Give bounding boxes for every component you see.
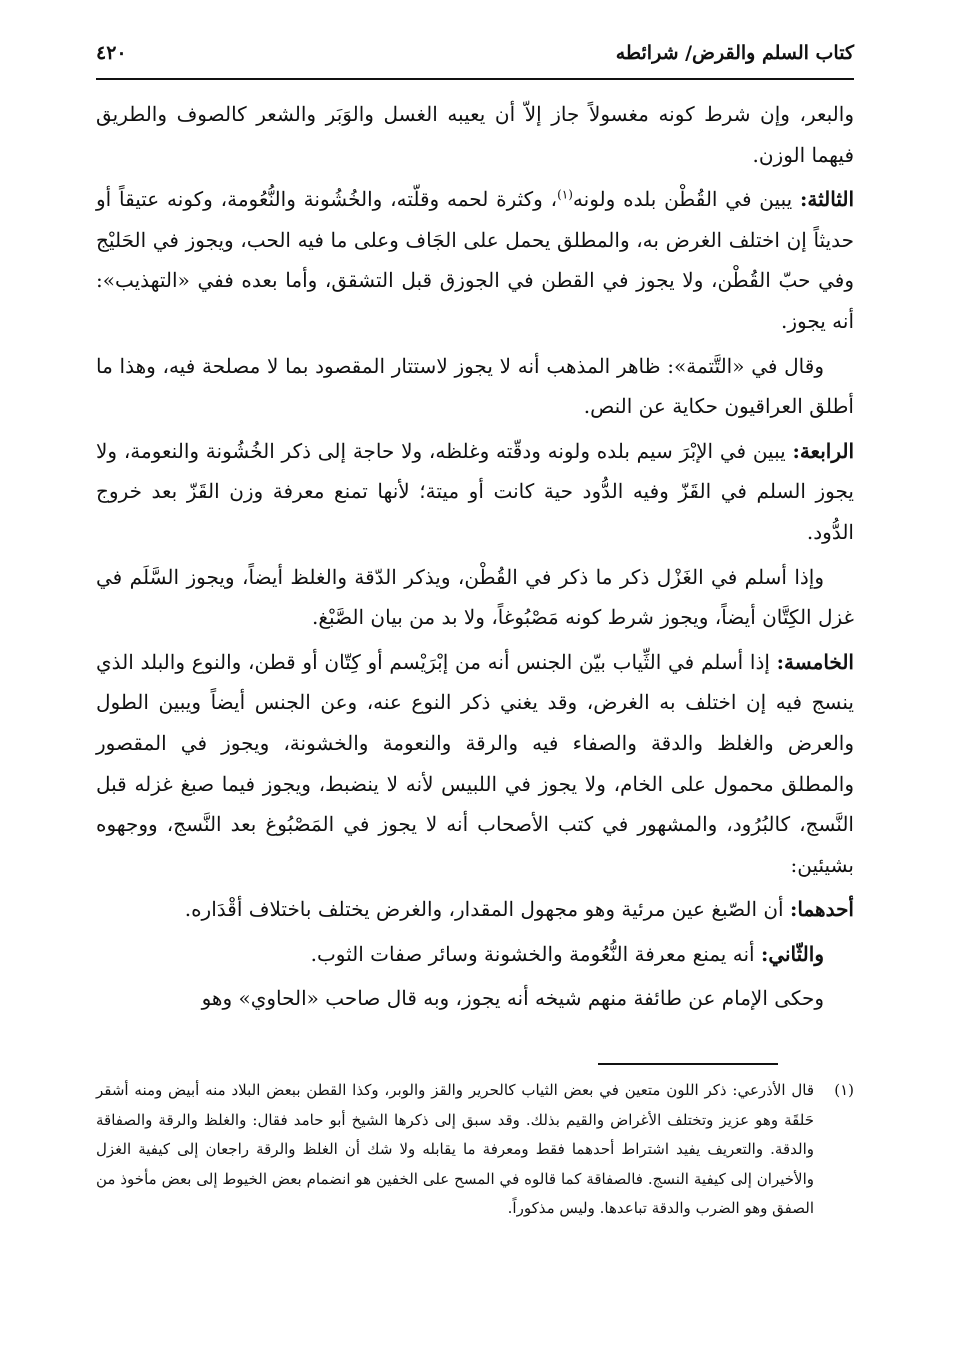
- section-term-first-reason: أحدهما:: [789, 897, 854, 922]
- paragraph-2-text-b: ، وكثرة لحمه وقلّته، والخُشُونة والنُّعُومة، وكونه عتيقاً أو حديثاً إن اختلف الغرض به، والمطلق يحمل على الجَاف وعلى ما فيه الحب، ويجوز في الحَليْج وفي حبّ القُطْن، ولا يجوز في القطن في الجوزق قبل التشقق، وأما بعده ففي «التهذيب»: أنه يجوز.: [96, 187, 854, 333]
- paragraph-8: [96, 934, 854, 975]
- running-title: كتاب السلم والقرض/ شرائطه: [615, 42, 854, 64]
- footnote-reference[interactable]: (١): [557, 187, 573, 202]
- page-number: ٤٢٠: [96, 42, 127, 64]
- paragraph-9: وحكى الإمام عن طائفة منهم شيخه أنه يجوز، وبه قال صاحب «الحاوي» وهو: [201, 986, 824, 1011]
- paragraph-5: وإذا أسلم في الغَزْل ذكر ما ذكر في القُطْن، ويذكر الدّقة والغلظ أيضاً، ويجوز السَّلَم في غزل الكِتَّان أيضاً، ويجوز شرط كونه مَصْبُوغاً، ولا بد من بيان الصَّبْغ.: [96, 564, 854, 630]
- paragraph-7-text: أن الصّبغ عين مرئية وهو مجهول المقدار، والغرض يختلف باختلاف أقْدَاره.: [184, 897, 790, 922]
- page-header: [96, 38, 854, 80]
- section-term-fifth: الخامسة:: [776, 649, 854, 674]
- paragraph-8-text: أنه يمنع معرفة النُّعُومة والخشونة وسائر صفات الثوب.: [310, 941, 761, 966]
- paragraph-4-text: يبين في الإبْرَ سيم بلده ولونه ودقّته وغلظه، ولا حاجة إلى ذكر الخُشُونة والنعومة، ولا يجوز السلم في القَزّ وفيه الدُّود حية كانت أو ميتة؛ لأنها تمنع معرفة وزن القَزّ بعد خروج الدُّود.: [96, 438, 854, 544]
- paragraph-4: [96, 431, 854, 553]
- footnote-number: (١): [834, 1081, 854, 1099]
- paragraph-7: [96, 889, 854, 930]
- paragraph-3: وقال في «التَّتمة»: ظاهر المذهب أنه لا يجوز لاستتار المقصود بما لا مصلحة فيه، وهذا ما أطلق العراقيون حكاية عن النص.: [96, 353, 854, 419]
- paragraph-2-text-a: يبين في القُطْن بلده ولونه: [572, 187, 800, 212]
- footnote: [96, 1076, 854, 1224]
- main-text: [96, 94, 854, 1023]
- paragraph-2: [96, 179, 854, 341]
- section-term-fourth: الرابعة:: [792, 438, 854, 463]
- section-term-third: الثالثة:: [799, 187, 854, 212]
- paragraph-6: [96, 642, 854, 886]
- paragraph-1: والبعر، وإن شرط كونه مغسولاً جاز إلاّ أن يعيبه الغسل والوَبَر والشعر كالصوف والطريق فيهما الوزن.: [96, 102, 854, 167]
- paragraph-6-text: إذا أسلم في الثِّياب بيّن الجنس أنه من إبْرَيْسم أو كِتّان أو قطن، والنوع والبلد الذي ينسج فيه إن اختلف به الغرض، وقد يغني ذكر النوع عنه، وعن الجنس أيضاً ويبين الطول والعرض والغلظ والدقة والصفاء فيه والرقة والنعومة والخشونة، ويجوز في المقصور والمطلق محمول على الخام، ولا يجوز في اللبيس لأنه لا ينضبط، ويجوز فيما صبغ غزله قبل النَّسج، كالبُرُود، والمشهور في كتب الأصحاب أنه لا يجوز في المَصْبُوغ بعد النَّسج، ووجهوه بشيئين:: [96, 649, 854, 877]
- footnote-separator: [598, 1063, 778, 1065]
- footnote-text: قال الأذرعي: ذكر اللون متعين في بعض الثياب كالحرير والقز والوبر، وكذا القطن ببعض البلاد منه أبيض ومنه أشقر حَلقَة وهو عزيز وتختلف الأغراض والقيم بذلك. وقد سبق إلى ذكرها الشيخ أبو حامد فقال: والغلظ والرقة والصفاقة والدقة. والتعريف يفيد اشتراط أحدهما فقط ومعرفة ما يقابله ولا شك أن الغلظ والرقة راجعان إلى كيفية الغزل والأخيران إلى كيفية النسج. فالصفاقة كما قالوه في المسح على الخفين هو انضمام بعض الخيوط إلى بعض مأخوذ من الصفق وهو الضرب والدقة تباعدها. وليس مذكوراً.: [96, 1081, 814, 1217]
- section-term-second-reason: والثّاني:: [760, 941, 824, 966]
